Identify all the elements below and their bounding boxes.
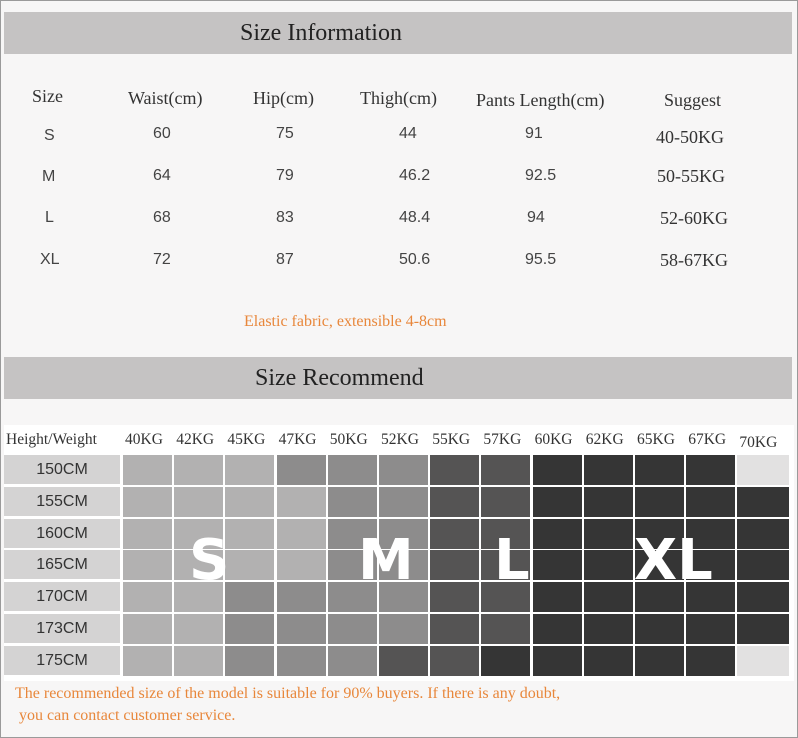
size-cell: [533, 550, 582, 580]
weight-header: 47KG: [278, 431, 317, 448]
size-cell: [481, 614, 530, 644]
height-label: 175CM: [4, 646, 120, 675]
size-cell: [225, 487, 274, 517]
size-cell: [533, 519, 582, 549]
size-cell: [225, 582, 274, 612]
size-cell: [533, 487, 582, 517]
size-cell: [430, 550, 479, 580]
size-cell: [737, 487, 789, 517]
size-cell: [225, 646, 274, 676]
size-cell: [123, 582, 172, 612]
size-cell: [686, 646, 735, 676]
size-cell: [123, 550, 172, 580]
size-cell: [584, 519, 633, 549]
size-cell: [174, 455, 223, 485]
size-cell: [123, 487, 172, 517]
size-cell: [584, 582, 633, 612]
size-cell: [123, 455, 172, 485]
col-size: Size: [32, 86, 63, 106]
size-zone-label: S: [189, 528, 230, 593]
weight-header: 62KG: [585, 431, 624, 448]
weight-header: 42KG: [176, 431, 215, 448]
size-recommend-header: [4, 357, 792, 399]
size-cell: [584, 550, 633, 580]
size-cell: [328, 646, 377, 676]
col-hip: Hip(cm): [253, 88, 314, 108]
cell-thigh: 50.6: [399, 251, 431, 268]
size-cell: [430, 614, 479, 644]
cell-pants-length: 92.5: [525, 167, 557, 184]
size-cell: [533, 646, 582, 676]
size-cell: [430, 519, 479, 549]
cell-pants-length: 91: [525, 125, 543, 142]
cell-pants-length: 94: [527, 209, 545, 226]
weight-header: 70KG: [739, 434, 778, 451]
weight-header: 40KG: [125, 431, 163, 448]
size-cell: [328, 455, 377, 485]
size-cell: [123, 614, 172, 644]
cell-waist: 60: [153, 125, 171, 142]
col-thigh: Thigh(cm): [360, 88, 437, 108]
size-cell: [123, 646, 172, 676]
size-cell: [737, 646, 789, 676]
size-cell: [481, 646, 530, 676]
size-cell: [584, 646, 633, 676]
weight-header: 57KG: [483, 431, 522, 448]
size-cell: [737, 614, 789, 644]
size-zone-label: L: [494, 528, 530, 593]
size-cell: [277, 519, 326, 549]
cell-size: L: [45, 209, 54, 226]
weight-header: 65KG: [637, 431, 675, 448]
size-cell: [277, 582, 326, 612]
size-cell: [686, 614, 735, 644]
size-cell: [584, 614, 633, 644]
col-pants-length: Pants Length(cm): [476, 90, 605, 110]
col-suggest: Suggest: [664, 90, 722, 110]
cell-suggest: 40-50KG: [656, 127, 724, 147]
col-waist: Waist(cm): [128, 88, 203, 108]
bottom-note-line-2: you can contact customer service.: [19, 707, 236, 724]
size-cell: [737, 550, 789, 580]
size-cell: [174, 614, 223, 644]
size-cell: [174, 646, 223, 676]
cell-suggest: 50-55KG: [657, 166, 725, 186]
size-cell: [635, 455, 684, 485]
weight-header: 55KG: [432, 431, 471, 448]
bottom-note-line-1: The recommended size of the model is suitable for 90% buyers. If there is any doubt,: [15, 685, 561, 702]
cell-size: XL: [40, 251, 60, 268]
height-label: 155CM: [4, 487, 120, 516]
cell-thigh: 48.4: [399, 209, 431, 226]
cell-suggest: 58-67KG: [660, 250, 728, 270]
size-cell: [277, 646, 326, 676]
size-cell: [277, 455, 326, 485]
cell-suggest: 52-60KG: [660, 208, 728, 228]
size-cell: [277, 614, 326, 644]
size-cell: [635, 646, 684, 676]
height-label: 160CM: [4, 519, 120, 548]
size-cell: [481, 455, 530, 485]
weight-header: 67KG: [688, 431, 727, 448]
cell-thigh: 46.2: [399, 167, 431, 184]
size-cell: [686, 455, 735, 485]
size-cell: [225, 519, 274, 549]
size-cell: [430, 487, 479, 517]
size-cell: [379, 646, 428, 676]
size-cell: [225, 614, 274, 644]
size-cell: [737, 519, 789, 549]
cell-thigh: 44: [399, 125, 417, 142]
size-cell: [635, 614, 684, 644]
size-cell: [737, 455, 789, 485]
weight-header: 45KG: [227, 431, 266, 448]
size-cell: [584, 455, 633, 485]
size-recommend-title: Size Recommend: [255, 365, 424, 391]
fabric-note: Elastic fabric, extensible 4-8cm: [244, 313, 447, 330]
size-cell: [379, 487, 428, 517]
size-cell: [481, 487, 530, 517]
cell-waist: 64: [153, 167, 171, 184]
size-cell: [737, 582, 789, 612]
size-cell: [635, 487, 684, 517]
cell-size: M: [42, 168, 56, 185]
weight-header: 52KG: [381, 431, 419, 448]
size-cell: [379, 614, 428, 644]
height-label: 165CM: [4, 550, 120, 579]
grid-corner-label: Height/Weight: [6, 431, 97, 448]
size-cell: [430, 646, 479, 676]
size-cell: [328, 614, 377, 644]
cell-hip: 75: [276, 125, 294, 142]
cell-pants-length: 95.5: [525, 251, 557, 268]
size-information-title: Size Information: [240, 20, 402, 46]
size-cell: [277, 487, 326, 517]
size-cell: [430, 455, 479, 485]
weight-header: 50KG: [329, 431, 368, 448]
height-label: 173CM: [4, 614, 120, 643]
cell-waist: 68: [153, 209, 171, 226]
size-cell: [225, 550, 274, 580]
size-cell: [430, 582, 479, 612]
size-zone-label: M: [358, 528, 414, 593]
weight-header: 60KG: [534, 431, 573, 448]
cell-hip: 83: [276, 209, 294, 226]
size-information-header: [4, 12, 792, 54]
size-cell: [533, 582, 582, 612]
size-cell: [123, 519, 172, 549]
size-cell: [533, 614, 582, 644]
size-cell: [533, 455, 582, 485]
size-cell: [379, 455, 428, 485]
size-cell: [584, 487, 633, 517]
size-cell: [328, 487, 377, 517]
size-cell: [686, 487, 735, 517]
size-cell: [277, 550, 326, 580]
cell-hip: 87: [276, 251, 294, 268]
height-label: 170CM: [4, 582, 120, 611]
height-label: 150CM: [4, 455, 120, 484]
size-zone-label: XL: [634, 528, 713, 593]
size-recommend-grid: [4, 425, 794, 681]
size-cell: [225, 455, 274, 485]
size-cell: [174, 487, 223, 517]
cell-waist: 72: [153, 251, 171, 268]
cell-hip: 79: [276, 167, 294, 184]
cell-size: S: [44, 127, 55, 144]
